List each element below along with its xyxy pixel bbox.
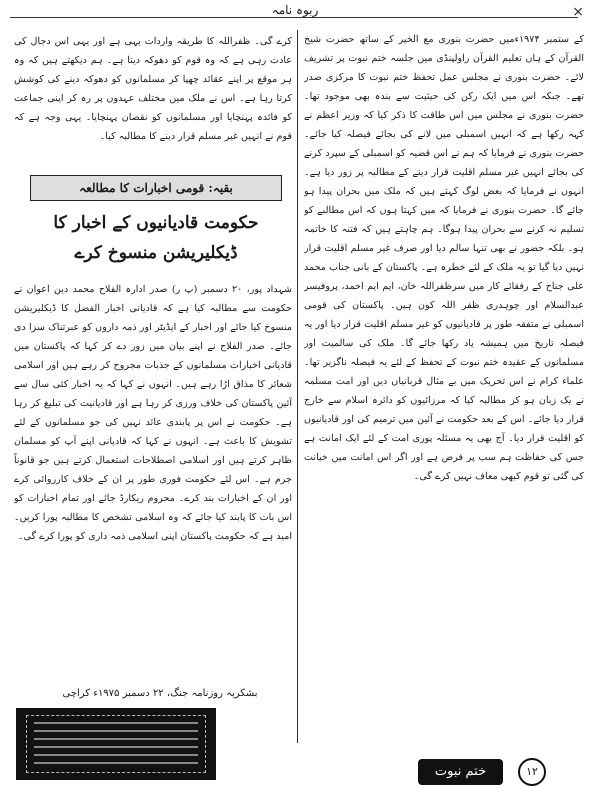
image-text-lines	[34, 722, 198, 770]
article-body	[14, 280, 292, 670]
headline-line-1: حکومت قادیانیوں کے اخبار کا	[53, 213, 259, 233]
header-rule	[10, 17, 578, 18]
article-body-paragraph: شہداد پور، ۲۰ دسمبر (پ ر) صدر ادارہ الفلاح محمد دین اعوان نے حکومت سے مطالبہ کیا ہے کہ قادیانی اخبار الفضل کا ڈیکلیریشن منسوخ کیا جائے اور اخبار کے ایڈیٹر اور ذمہ داروں کو عبرتناک سزا دی جائے۔ صدر الفلاح نے اپنے بیان میں زور دے کر کہا کہ پاکستان میں قادیانی اخبارات مسلمانوں کے جذبات مجروح کر رہے ہیں اور اسلامی شعائر کا مذاق اڑا رہے ہیں۔ انہوں نے کہا کہ یہ اخبار کئی سال سے آئین پاکستان کی خلاف ورزی کر رہا ہے اور قادیانیت کی تبلیغ کر رہا ہے۔ حکومت نے اس پر پابندی عائد نہیں کی جو مسلمانوں کے لئے تشویش کا باعث ہے۔ انہوں نے کہا کہ قادیانی اپنے آپ کو مسلمان ظاہر کرتے ہیں اور اسلامی اصطلاحات استعمال کرتے ہیں جو قانوناً جرم ہے۔ اس لئے حکومت فوری طور پر ان کے خلاف کارروائی کرے اور ان کے اخبارات بند کرے۔ محروم ریکارڈ جائے اور تمام اخبارات کو اس بات کا پابند کیا جائے کہ وہ اسلامی تشخص کا مطالبہ پورا کریں۔ امید ہے کہ حکومت پاکستان اپنی اسلامی ذمہ داری کو پورا کرے گی۔	[14, 284, 292, 542]
close-icon[interactable]: ×	[572, 4, 584, 20]
column-divider	[297, 30, 298, 743]
footer-section-tag: ختم نبوت	[418, 759, 503, 785]
left-column-top-paragraph: کرے گی۔ ظفراللہ کا طریقہ واردات یہی ہے اور یہی اس دجال کی عادت رہی ہے کہ وہ قوم کو دھوکہ دیتا ہے۔ ہم دیکھتے ہیں کہ وہ ہر موقع پر اپنے عقائد چھپا کر مسلمانوں کو دھوکہ دینے کی کوشش کرتا رہا ہے۔ اس نے ملک میں مختلف عہدوں پر رہ کر اپنی جماعت کو فائدہ پہنچایا اور مسلمانوں کو نقصان پہنچایا۔ یہی وجہ ہے کہ قوم نے انہیں غیر مسلم قرار دینے کا مطالبہ کیا۔	[14, 36, 292, 142]
decorative-text-image	[16, 708, 216, 780]
page-header-title: ربوہ نامہ	[271, 3, 319, 17]
left-column-continuation	[14, 32, 292, 188]
page-number-badge: ۱۲	[518, 758, 546, 786]
headline-line-2: ڈیکلیریشن منسوخ کرے	[74, 243, 238, 263]
article-headline	[20, 208, 292, 268]
right-column-paragraph: کے ستمبر ۱۹۷۴ءمیں حضرت بنوری مع الخیر کے ساتھ حضرت شیخ القرآن کے ہاں تعلیم القرآن راولپنڈی میں جلسہ ختم نبوت پر تشریف لائے۔ حضرت بنوری نے مجلس عمل تحفظ ختم نبوت کا مرکزی صدر تھے۔ جبکہ اس میں ایک رکن کی حیثیت سے بندہ بھی موجود تھا۔ حضرت بنوری نے مجلس میں اس طاقت کا ذکر کیا کہ وزیر اعظم نے کہہ رکھا ہے کہ انہیں اسمبلی میں لانے کی بجائے فیصلہ کیا جائے۔ حضرت بنوری نے فرمایا کہ ہم نے اس قضیہ کو اسمبلی کے سپرد کرنے کی بجائے انہیں غیر مسلم اقلیت قرار دینے کے مطالبہ پر زور دیا ہے۔ انہوں نے فرمایا کہ بعض لوگ کہتے ہیں کہ ملک میں بحران پیدا ہو جائے گا۔ حضرت بنوری نے فرمایا کہ میں کہتا ہوں کہ اس مطالبے کو تسلیم نہ کرنے سے بحران پیدا ہوگا۔ ہم چاہتے ہیں کہ فتنہ کا خاتمہ ہو۔ بلکہ حضور نے بھی تنہا سالم دیا اور صرف غیر مسلم اقلیت قرار نہیں دیا گیا تو یہ ملک کے لئے خطرہ ہے۔ پاکستان کے بانی جناب محمد علی جناح کے رفقائے کار میں سرظفراللہ خان، ایم ایم احمد، پروفیسر عبدالسلام اور چوہدری ظفر اللہ کون ہیں۔ پاکستان کی قومی اسمبلی نے متفقہ طور پر قادیانیوں کو غیر مسلم اقلیت قرار دیا اور یہ فیصلہ تاریخ میں ہمیشہ یاد رکھا جائے گا۔ ملک کی سالمیت اور مسلمانوں کے عقیدہ ختم نبوت کے تحفظ کے لئے یہ فیصلہ ناگزیر تھا۔ علماء کرام نے اس تحریک میں بے مثال قربانیاں دیں اور امت مسلمہ نے یک زبان ہو کر مطالبہ کیا کہ مرزائیوں کو دائرہ اسلام سے خارج قرار دیا جائے۔ اس کے بعد حکومت نے آئین میں ترمیم کی اور قادیانیوں کو اقلیت قرار دیا۔ آج بھی یہ مسئلہ پوری امت کے لئے ایک امانت ہے جس کی حفاظت ہم سب پر فرض ہے اور اگر اس امانت میں خیانت کی گئی تو قوم کبھی معاف نہیں کرے گی۔	[304, 34, 584, 482]
article-byline: بشکریہ روزنامہ جنگ، ۲۲ دسمبر ۱۹۷۵ء کراچی	[62, 688, 258, 699]
sub-section-header: بقیہ: قومی اخبارات کا مطالعہ	[30, 175, 282, 201]
right-column-text	[304, 30, 584, 746]
